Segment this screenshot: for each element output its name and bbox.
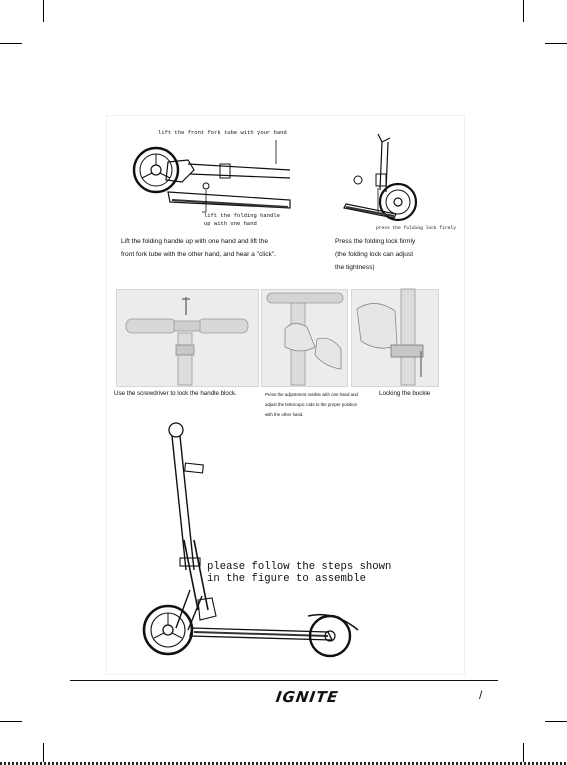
crop-mark — [0, 721, 22, 722]
step5-caption: Locking the buckle — [379, 390, 431, 397]
final-note-line-1: please follow the steps shown — [207, 561, 392, 573]
step2-callout: press the folding lock firmly — [376, 226, 456, 231]
step4-caption-line-2: adjust the telescopic rods to the proper position — [265, 402, 358, 407]
step2-caption-line-3: the tightness) — [335, 264, 375, 271]
page-mark: / — [479, 688, 483, 702]
crop-mark — [523, 0, 524, 22]
crop-mark — [43, 0, 44, 22]
step1-caption-line-1: Lift the folding handle up with one hand and lift the — [121, 238, 269, 245]
step1-callout-top: lift the front fork tube with your hand — [158, 129, 287, 136]
step4-caption-line-3: with the other hand. — [265, 412, 304, 417]
step3-handlebar-drawing — [116, 289, 257, 385]
footer-rule — [70, 680, 498, 681]
step1-caption-line-2: front fork tube with the other hand, and hear a "click". — [121, 251, 276, 258]
final-note-line-2: in the figure to assemble — [207, 573, 366, 585]
step2-caption-line-1: Press the folding lock firmly — [335, 238, 416, 245]
step1-callout-bottom-1: lift the folding handle — [204, 212, 280, 219]
crop-mark — [545, 43, 567, 44]
crop-mark — [545, 721, 567, 722]
step3-caption: Use the screwdriver to lock the handle block. — [114, 390, 237, 397]
step1-callout-bottom-2: up with one hand — [204, 220, 257, 227]
step2-caption-line-2: (the folding lock can adjust — [335, 251, 414, 258]
step4-caption-line-1: Press the adjustment marble with one hand and — [265, 392, 358, 397]
step4-hand-drawing — [261, 289, 346, 385]
step2-scooter-illustration — [338, 130, 453, 230]
step5-buckle-drawing — [351, 289, 437, 385]
assembled-scooter-illustration — [128, 420, 368, 665]
crop-mark — [0, 43, 22, 44]
brand-logo: IGNITE — [274, 688, 340, 706]
